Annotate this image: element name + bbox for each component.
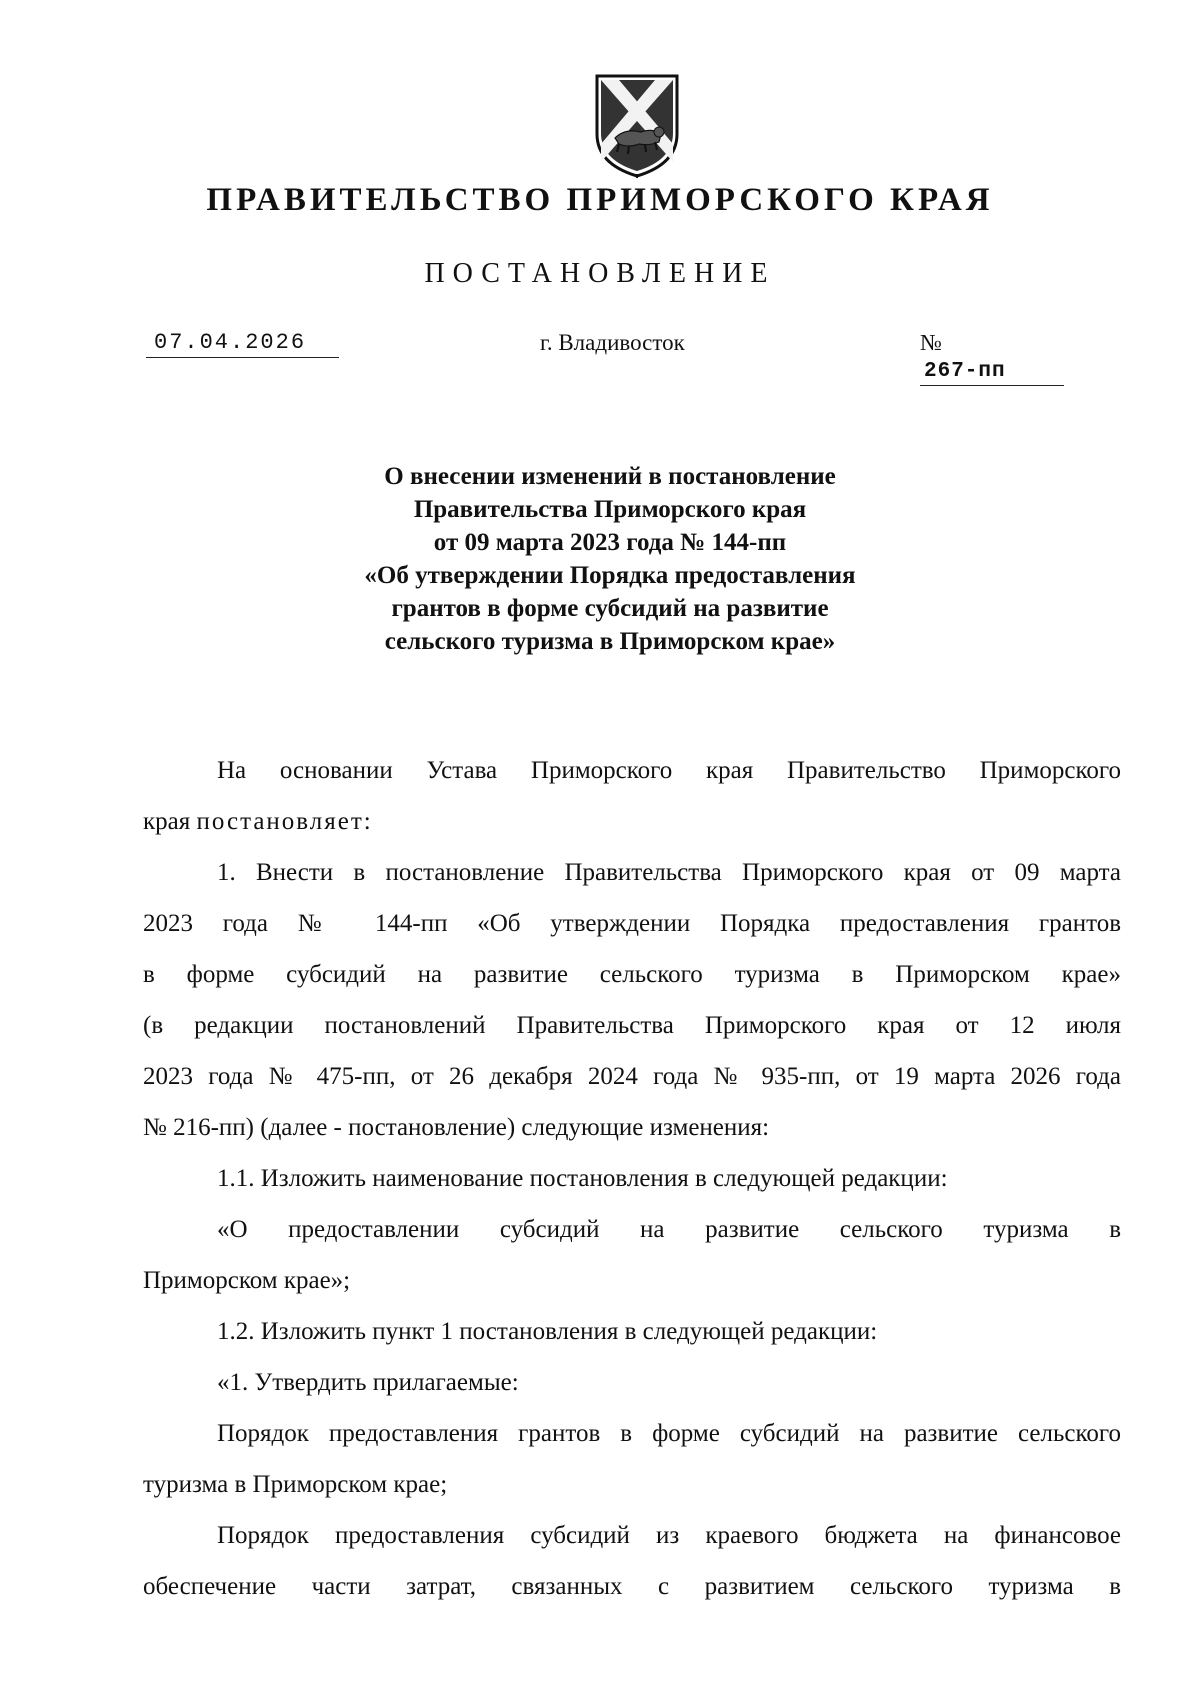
item1-1-text-line: Приморском крае»; (143, 1267, 351, 1294)
document-date: 07.04.2026 (146, 330, 339, 358)
intro-paragraph-line: На основании Устава Приморского края Правительство Приморского (217, 757, 1121, 784)
subject-line: Правительства Приморского края (413, 496, 807, 523)
document-number: 267-пп (920, 360, 1064, 386)
document-subject (200, 460, 1020, 658)
number-sign: № (920, 330, 942, 355)
approve-paragraph: «1. Утвердить прилагаемые: (217, 1369, 519, 1396)
subject-line: сельского туризма в Приморском крае» (384, 628, 836, 655)
item1-1-paragraph: 1.1. Изложить наименование постановления в следующей редакции: (217, 1165, 948, 1192)
coat-of-arms-icon (589, 72, 685, 180)
order2-line: Порядок предоставления субсидий из краевого бюджета на финансовое (217, 1522, 1121, 1549)
document-body (143, 745, 1121, 1612)
item1-2-paragraph: 1.2. Изложить пункт 1 постановления в следующей редакции: (217, 1318, 878, 1345)
item1-line: (в редакции постановлений Правительства Приморского края от 12 июля (143, 1012, 1121, 1039)
subject-line: О внесении изменений в постановление (384, 463, 836, 490)
subject-line: от 09 марта 2023 года № 144-пп (433, 529, 787, 556)
document-city: г. Владивосток (540, 330, 685, 355)
order1-line: туризма в Приморском крае; (143, 1471, 448, 1498)
document-number-block (920, 330, 1090, 386)
document-type: ПОСТАНОВЛЕНИЕ (424, 258, 776, 289)
intro-word: края (143, 808, 191, 835)
intro-paragraph-line (143, 796, 1121, 847)
subject-line: грантов в форме субсидий на развитие (391, 595, 829, 622)
item1-line: 2023 года № 144-пп «Об утверждении Порядка предоставления грантов (143, 910, 1121, 937)
item1-line: в форме субсидий на развитие сельского туризма в Приморском крае» (143, 961, 1121, 988)
order2-line: обеспечение части затрат, связанных с развитием сельского туризма в (143, 1573, 1121, 1600)
item1-1-text-line: «О предоставлении субсидий на развитие сельского туризма в (217, 1216, 1121, 1243)
organization-title: ПРАВИТЕЛЬСТВО ПРИМОРСКОГО КРАЯ (206, 182, 994, 218)
decree-word: постановляет: (196, 808, 373, 835)
item1-line: 1. Внести в постановление Правительства Приморского края от 09 марта (217, 859, 1121, 886)
item1-line: № 216-пп) (далее - постановление) следующие изменения: (143, 1114, 770, 1141)
item1-line: 2023 года № 475-пп, от 26 декабря 2024 года № 935-пп, от 19 марта 2026 года (143, 1063, 1121, 1090)
order1-line: Порядок предоставления грантов в форме субсидий на развитие сельского (217, 1420, 1121, 1447)
subject-line: «Об утверждении Порядка предоставления (364, 562, 856, 589)
